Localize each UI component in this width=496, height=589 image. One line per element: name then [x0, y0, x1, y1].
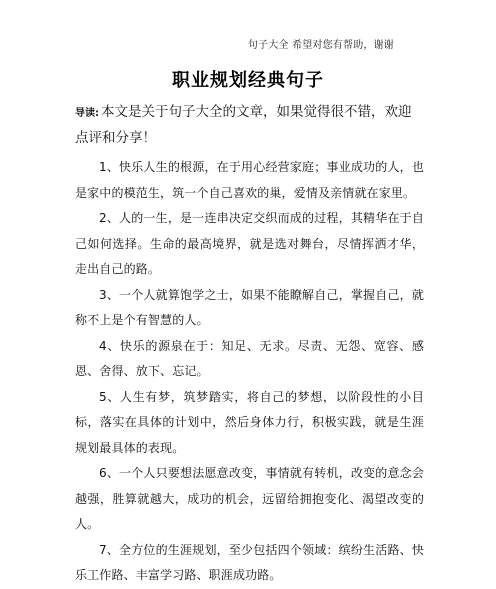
- intro-label: 导读:: [75, 108, 99, 119]
- article-paragraph: 2、人的一生，是一连串决定交织而成的过程，其精华在于自己如何选择。生命的最高境界，就是选对舞台，尽情挥洒才华，走出自己的路。: [75, 211, 424, 276]
- header-note: 句子大全 希望对您有帮助，谢谢: [247, 40, 394, 51]
- article-body: [75, 100, 424, 589]
- article-paragraph: 7、全方位的生涯规划，至少包括四个领域：缤纷生活路、快乐工作路、丰富学习路、职涯成功路。: [75, 542, 424, 582]
- intro-text: 本文是关于句子大全的文章，如果觉得很不错，欢迎点评和分享！: [75, 104, 412, 146]
- article-paragraph: 5、人生有梦，筑梦踏实，将自己的梦想，以阶段性的小目标，落实在具体的计划中，然后身体力行，积极实践，就是生涯规划最具体的表现。: [75, 389, 424, 455]
- article-paragraph: 6、一个人只要想法愿意改变，事情就有转机，改变的意念会越强，胜算就越大，成功的机会，远留给拥抱变化、渴望改变的人。: [75, 466, 424, 531]
- intro-paragraph: [75, 100, 424, 151]
- article-paragraph: 4、快乐的源泉在于：知足、无求。尽责、无怨、宽容、感恩、舍得、放下、忘记。: [75, 338, 424, 378]
- article-paragraph: 1、快乐人生的根源，在于用心经营家庭；事业成功的人，也是家中的模范生，筑一个自己喜欢的巢，爱情及亲情就在家里。: [75, 160, 424, 200]
- page-title: 职业规划经典句子: [172, 70, 324, 91]
- article-paragraph: 3、一个人就算饱学之士，如果不能瞭解自己，掌握自己，就称不上是个有智慧的人。: [75, 287, 424, 327]
